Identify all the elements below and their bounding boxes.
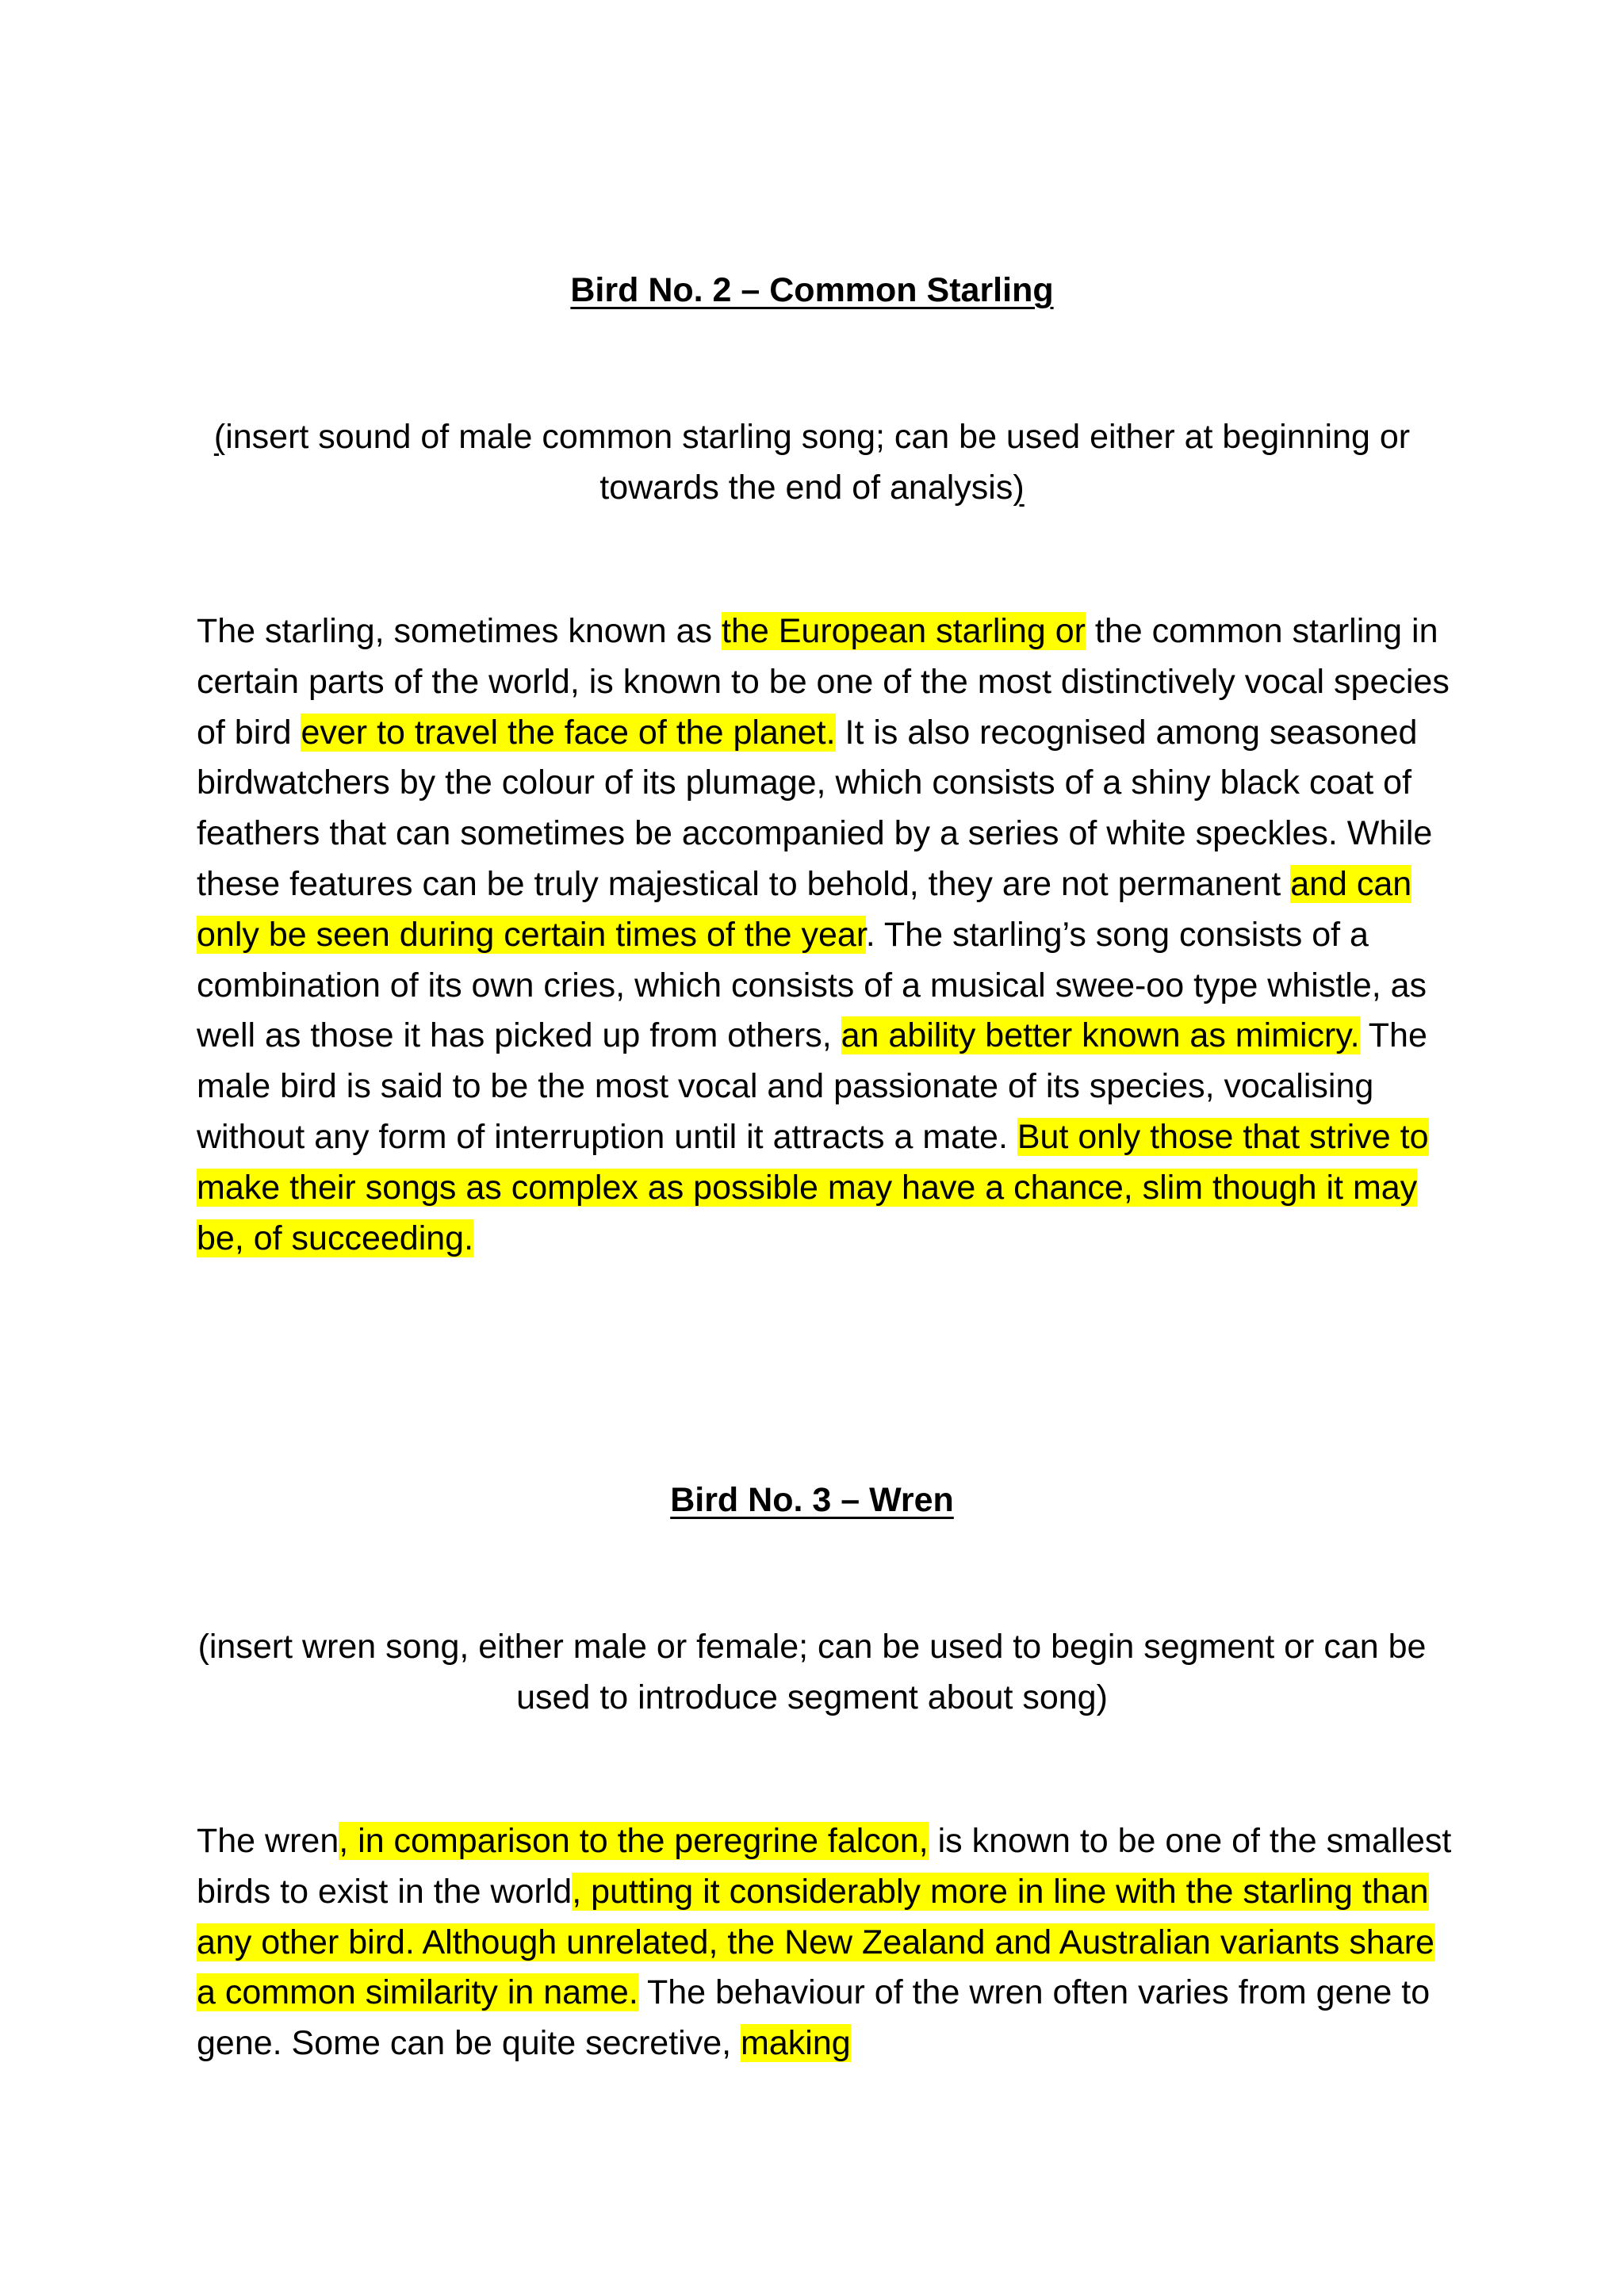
section-heading-starling: Bird No. 2 – Common Starling: [570, 271, 1054, 309]
note-open-paren: (: [213, 418, 226, 456]
text-run: The starling, sometimes known as: [197, 612, 722, 650]
note-text: insert sound of male common starling song; can be used either at beginning or towards the end of analysis: [225, 418, 1411, 507]
highlighted-run: , putting it considerably more in line with the starling than any other bird. Although unrelated, the New Zealand and Australian variants share a common similarity in name.: [197, 1872, 1434, 2012]
text-run: The behaviour of the wren often varies from gene to gene. Some can be quite secretive,: [197, 1973, 1431, 2063]
highlighted-run: and can only be seen during certain times of the year: [197, 864, 1412, 954]
paragraph-starling: [197, 607, 1457, 1264]
note-text: (insert wren song, either male or female; can be used to begin segment or can be used to introduce segment about song): [197, 1628, 1427, 1716]
highlighted-run: an ability better known as mimicry.: [841, 1016, 1360, 1055]
paragraph-wren: [197, 1816, 1457, 2069]
highlighted-run: the European starling or: [722, 612, 1086, 650]
highlighted-run: making: [741, 2024, 851, 2063]
text-run: the common starling in certain parts of the world, is known to be one of the most distinctively vocal species of bird: [197, 612, 1450, 752]
note-close-paren: ): [1013, 469, 1025, 507]
text-run: It is also recognised among seasoned birdwatchers by the colour of its plumage, which consists of a shiny black coat of feathers that can sometimes be accompanied by a series of white speckles. While these features can be truly majestical to behold, they are not permanent: [197, 713, 1433, 903]
text-run: . The starling’s song consists of a combination of its own cries, which consists of a musical swee-oo type whistle, as well as those it has picked up from others,: [197, 915, 1427, 1055]
highlighted-run: But only those that strive to make their songs as complex as possible may have a chance, slim though it may be, of succeeding.: [197, 1117, 1429, 1257]
audio-note-wren: [159, 1621, 1465, 1723]
text-run: is known to be one of the smallest birds to exist in the world: [197, 1822, 1452, 1911]
text-run: The wren: [197, 1822, 339, 1860]
text-run: The male bird is said to be the most vocal and passionate of its species, vocalising without any form of interruption until it attracts a mate.: [197, 1016, 1427, 1156]
highlighted-run: ever to travel the face of the planet.: [301, 713, 836, 752]
highlighted-run: , in comparison to the peregrine falcon,: [339, 1822, 929, 1860]
section-heading-wren: Bird No. 3 – Wren: [670, 1481, 954, 1519]
audio-note-starling: [159, 411, 1465, 513]
